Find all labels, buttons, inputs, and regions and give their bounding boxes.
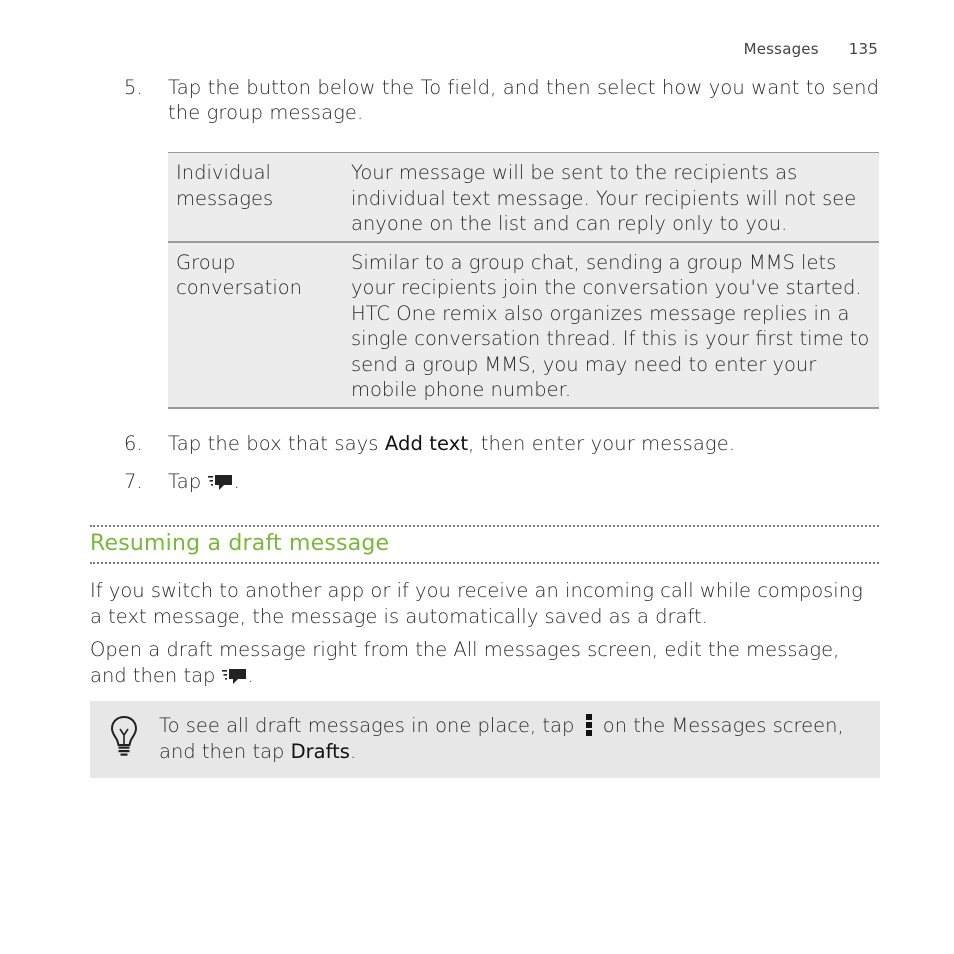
step-text xyxy=(168,469,888,494)
paragraph-draft-autosave: If you switch to another app or if you receive an incoming call while composing a text message, the message is automatically saved as a draft. xyxy=(90,579,863,628)
send-message-icon xyxy=(222,667,248,685)
step-text xyxy=(168,431,888,456)
section-heading: Resuming a draft message xyxy=(90,531,390,556)
group-message-options-table xyxy=(168,152,879,409)
page-number: 135 xyxy=(848,40,878,58)
option-description: Your message will be sent to the recipients as individual text message. Your recipients will not see anyone on the list and can reply only to you. xyxy=(351,161,857,235)
paragraph-text-start: Open a draft message right from the All messages screen, edit the message, and then tap xyxy=(90,638,840,687)
step-number: 5. xyxy=(124,76,143,99)
tip-text-end: . xyxy=(349,739,357,763)
drafts-label: Drafts xyxy=(290,739,350,763)
add-text-label: Add text xyxy=(384,432,469,455)
tip-text-middle: on the Messages screen, and then tap xyxy=(159,714,844,763)
option-description: Similar to a group chat, sending a group MMS lets your recipients join the conversation you've started. HTC One remix also organizes message replies in a single conversation thread. If this is your first time to send a group MMS, you may need to enter your mobile phone number. xyxy=(351,250,870,401)
step-text-start: Tap xyxy=(168,470,208,493)
running-header xyxy=(744,40,878,58)
step-text: Tap the button below the To field, and then select how you want to send the group message. xyxy=(168,76,880,124)
tip-text xyxy=(159,713,859,764)
paragraph-open-draft xyxy=(90,637,880,688)
table-row-individual-messages xyxy=(168,153,879,243)
header-section-name: Messages xyxy=(743,40,819,58)
table-row-group-conversation xyxy=(168,243,879,409)
overflow-menu-icon xyxy=(585,714,593,736)
option-term: Individual messages xyxy=(176,161,274,210)
paragraph-text-end: . xyxy=(247,663,254,687)
step-text-end: . xyxy=(233,470,240,493)
step-text-end: , then enter your message. xyxy=(468,432,736,455)
lightbulb-icon xyxy=(110,715,138,757)
section-divider-top xyxy=(90,525,879,527)
tip-text-start: To see all draft messages in one place, tap xyxy=(159,714,581,737)
tip-box xyxy=(90,701,880,778)
send-message-icon xyxy=(208,473,234,491)
step-number: 7. xyxy=(124,470,143,493)
option-term: Group conversation xyxy=(176,250,303,299)
step-number: 6. xyxy=(124,432,143,455)
section-divider-bottom xyxy=(90,562,879,564)
step-text-start: Tap the box that says xyxy=(168,432,385,455)
